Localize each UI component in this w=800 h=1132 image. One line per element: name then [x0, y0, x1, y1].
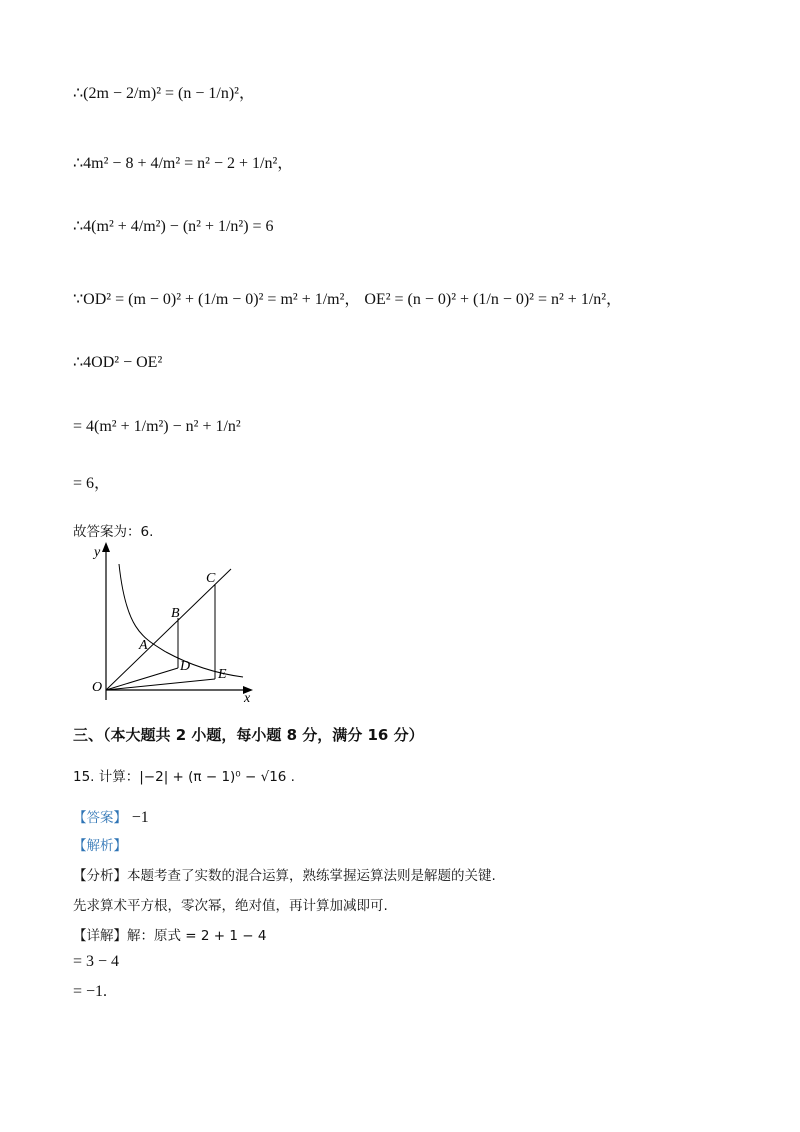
analysis-tag: 【解析】: [73, 838, 127, 854]
label-a: A: [139, 638, 148, 653]
derivation-line-5: ∴4OD² − OE²: [73, 354, 163, 371]
line-oc: [106, 569, 231, 690]
answer-line: 故答案为：6.: [73, 524, 154, 540]
answer-value: −1: [131, 809, 149, 826]
label-y: y: [94, 545, 101, 560]
label-b: B: [171, 606, 180, 621]
label-o: O: [92, 680, 103, 695]
answer-row: [73, 806, 149, 827]
detail-line: 【详解】解：原式 = 2 + 1 − 4: [73, 928, 267, 944]
problem-15-stem: 15. 计算：|−2| + (π − 1)⁰ − √16 .: [73, 769, 295, 785]
detail-step-1: = 3 − 4: [73, 953, 120, 970]
label-x: x: [244, 691, 251, 706]
derivation-line-6: = 4(m² + 1/m²) − n² + 1/n²: [73, 418, 241, 435]
analysis-method: 先求算术平方根，零次幂，绝对值，再计算加减即可.: [73, 898, 388, 914]
derivation-line-2: ∴4m² − 8 + 4/m² = n² − 2 + 1/n²，: [73, 155, 294, 172]
derivation-line-3: ∴4(m² + 4/m²) − (n² + 1/n²) = 6: [73, 218, 274, 235]
section-heading: 三、（本大题共 2 小题，每小题 8 分，满分 16 分）: [73, 726, 424, 744]
label-d: D: [180, 659, 191, 674]
derivation-line-7: = 6，: [73, 475, 111, 492]
detail-step-2: = −1.: [73, 983, 108, 1000]
label-c: C: [206, 571, 216, 586]
derivation-line-4: ∵OD² = (m − 0)² + (1/m − 0)² = m² + 1/m²， OE² = (n − 0)² + (1/n − 0)² = n² + 1/n²，: [73, 291, 623, 308]
derivation-line-1: ∴(2m − 2/m)² = (n − 1/n)²，: [73, 85, 255, 102]
answer-tag: 【答案】: [73, 810, 127, 826]
label-e: E: [218, 667, 227, 682]
analysis-fenxi: 【分析】本题考查了实数的混合运算，熟练掌握运算法则是解题的关键.: [73, 868, 496, 884]
geometry-figure: [88, 540, 268, 710]
y-axis-arrow: [102, 542, 110, 552]
